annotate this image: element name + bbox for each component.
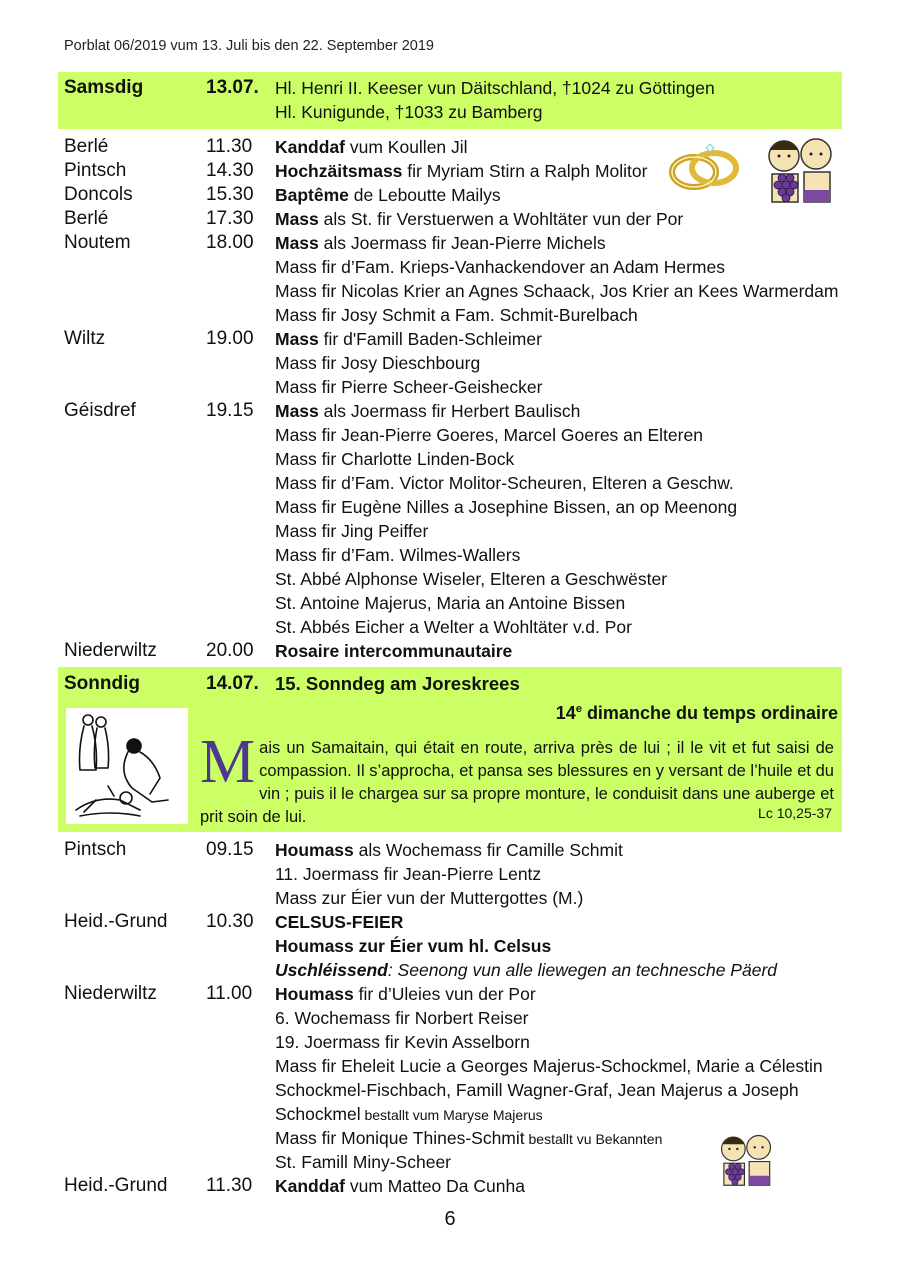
highlight-text: Kanddaf	[275, 137, 345, 157]
mass-description	[275, 1102, 543, 1127]
schedule-row	[64, 1054, 840, 1078]
mass-description	[275, 135, 468, 159]
description-text: vum Koullen Jil	[345, 137, 468, 157]
mass-description	[275, 934, 551, 958]
note-text: bestallt vu Bekannten	[524, 1131, 663, 1147]
description-text: Mass fir d’Fam. Krieps-Vanhackendover an Adam Hermes	[275, 257, 725, 277]
mass-description	[275, 471, 734, 495]
description-text: de Leboutte Mailys	[348, 185, 501, 205]
saturday-heading-2	[64, 100, 840, 124]
place-name: Pintsch	[64, 839, 127, 860]
day-name: Samsdig	[64, 77, 144, 98]
mass-description	[275, 862, 541, 886]
schedule-row	[64, 447, 840, 471]
schedule-row	[64, 327, 840, 351]
description-text: als Joermass fir Jean-Pierre Michels	[318, 233, 606, 253]
quote-drop-cap: M	[200, 728, 256, 796]
schedule-row	[64, 1078, 840, 1102]
mass-description	[275, 375, 542, 399]
day-name: Sonndig	[64, 673, 140, 694]
mass-description	[275, 958, 777, 982]
highlight-text: Mass	[275, 401, 319, 421]
description-text: Mass fir Monique Thines-Schmit	[275, 1128, 525, 1148]
highlight-text: Mass	[275, 233, 319, 253]
mass-description	[275, 567, 667, 591]
place-name: Berlé	[64, 136, 109, 157]
mass-description	[275, 495, 737, 519]
sunday-heading	[64, 672, 840, 696]
mass-description	[275, 519, 428, 543]
mass-time: 20.00	[206, 640, 254, 661]
description-text: Mass fir Eugène Nilles a Josephine Bissen, an op Meenong	[275, 497, 738, 517]
schedule-row	[64, 351, 840, 375]
highlight-text: Houmass zur Éier vum hl. Celsus	[275, 936, 552, 956]
description-text: 6. Wochemass fir Norbert Reiser	[275, 1008, 529, 1028]
highlight-text: Kanddaf	[275, 1176, 345, 1196]
schedule-row	[64, 982, 840, 1006]
mass-description	[275, 279, 838, 303]
highlight-text: Mass	[275, 209, 319, 229]
mass-time: 17.30	[206, 208, 254, 229]
mass-time: 14.30	[206, 160, 254, 181]
description-text: St. Abbés Eicher a Welter a Wohltäter v.d. Por	[275, 617, 632, 637]
mass-description	[275, 159, 647, 183]
quote-reference: Lc 10,25-37	[758, 805, 832, 821]
schedule-row	[64, 207, 840, 231]
schedule-row	[64, 375, 840, 399]
mass-description	[275, 327, 542, 351]
schedule-row	[64, 495, 840, 519]
place-name: Noutem	[64, 232, 131, 253]
mass-description	[275, 207, 683, 231]
description-text: als St. fir Verstuerwen a Wohltäter vun der Por	[318, 209, 684, 229]
place-name: Wiltz	[64, 328, 106, 349]
day-date: 14.07.	[206, 673, 259, 694]
place-name: Heid.-Grund	[64, 1175, 168, 1196]
mass-description	[275, 886, 583, 910]
mass-description	[275, 982, 536, 1006]
wedding-rings-illustration	[666, 142, 742, 198]
schedule-row	[64, 1030, 840, 1054]
schedule-row	[64, 519, 840, 543]
mass-time: 09.15	[206, 839, 254, 860]
schedule-row	[64, 231, 840, 255]
children-grapes-illustration	[762, 134, 838, 206]
schedule-row	[64, 886, 840, 910]
description-text: 11. Joermass fir Jean-Pierre Lentz	[275, 864, 542, 884]
saint-line: Hl. Henri II. Keeser vun Däitschland, †1024 zu Göttingen	[275, 78, 715, 98]
schedule-row	[64, 591, 840, 615]
mass-description	[275, 1006, 529, 1030]
highlight-text: Mass	[275, 329, 319, 349]
schedule-row	[64, 1006, 840, 1030]
subtitle-number: 14	[555, 703, 576, 723]
description-text: Mass fir Charlotte Linden-Bock	[275, 449, 515, 469]
place-name: Doncols	[64, 184, 133, 205]
children-grapes-illustration-small	[716, 1130, 776, 1190]
description-text: Schockmel	[275, 1104, 361, 1124]
mass-time: 19.00	[206, 328, 254, 349]
place-name: Niederwiltz	[64, 640, 157, 661]
schedule-row	[64, 958, 840, 982]
description-text: Mass fir d’Fam. Victor Molitor-Scheuren, Elteren a Geschw.	[275, 473, 734, 493]
highlight-text: Uschléissend	[275, 960, 388, 980]
mass-time: 11.30	[206, 136, 253, 157]
place-name: Berlé	[64, 208, 109, 229]
description-text: Mass fir Josy Dieschbourg	[275, 353, 481, 373]
mass-description	[275, 183, 501, 207]
place-name: Heid.-Grund	[64, 911, 168, 932]
mass-time: 19.15	[206, 400, 254, 421]
highlight-text: Hochzäitsmass	[275, 161, 403, 181]
mass-description	[275, 838, 623, 862]
schedule-row	[64, 543, 840, 567]
italic-text: : Seenong vun alle liewegen an technesche Päerd	[387, 960, 777, 980]
schedule-row	[64, 255, 840, 279]
mass-description	[275, 351, 480, 375]
description-text: Mass fir Josy Schmit a Fam. Schmit-Burelbach	[275, 305, 638, 325]
highlight-text: Baptême	[275, 185, 349, 205]
mass-description	[275, 615, 632, 639]
description-text: 19. Joermass fir Kevin Asselborn	[275, 1032, 530, 1052]
subtitle-text: dimanche du temps ordinaire	[581, 703, 838, 723]
mass-description	[275, 543, 520, 567]
sunday-subtitle	[556, 697, 838, 725]
mass-description	[275, 639, 512, 663]
note-text: bestallt vum Maryse Majerus	[360, 1107, 543, 1123]
saint-line: Hl. Kunigunde, †1033 zu Bamberg	[275, 102, 543, 122]
description-text: St. Abbé Alphonse Wiseler, Elteren a Geschwëster	[275, 569, 668, 589]
description-text: St. Antoine Majerus, Maria an Antoine Bissen	[275, 593, 626, 613]
mass-description	[275, 423, 703, 447]
description-text: Mass fir Nicolas Krier an Agnes Schaack, Jos Krier an Kees Warmerdam	[275, 281, 839, 301]
description-text: Mass fir d’Fam. Wilmes-Wallers	[275, 545, 521, 565]
highlight-text: Houmass	[275, 984, 354, 1004]
mass-description	[275, 1030, 530, 1054]
mass-description	[275, 1054, 823, 1078]
mass-description	[275, 1174, 525, 1198]
mass-description	[275, 910, 403, 934]
page-header: Porblat 06/2019 vum 13. Juli bis den 22. September 2019	[64, 38, 434, 54]
day-date: 13.07.	[206, 77, 259, 98]
description-text: fir d'Famill Baden-Schleimer	[318, 329, 542, 349]
mass-description	[275, 591, 625, 615]
schedule-row	[64, 423, 840, 447]
schedule-row	[64, 639, 840, 663]
description-text: St. Famill Miny-Scheer	[275, 1152, 452, 1172]
schedule-row	[64, 934, 840, 958]
description-text: vum Matteo Da Cunha	[345, 1176, 525, 1196]
mass-description	[275, 1078, 799, 1102]
mass-time: 15.30	[206, 184, 254, 205]
schedule-row	[64, 471, 840, 495]
schedule-row	[64, 615, 840, 639]
place-name: Niederwiltz	[64, 983, 157, 1004]
mass-time: 10.30	[206, 911, 254, 932]
schedule-row	[64, 910, 840, 934]
schedule-row	[64, 567, 840, 591]
description-text: Mass fir Eheleit Lucie a Georges Majerus-Schockmel, Marie a Célestin	[275, 1056, 823, 1076]
mass-description	[275, 255, 725, 279]
saturday-heading	[64, 76, 840, 100]
description-text: als Wochemass fir Camille Schmit	[353, 840, 623, 860]
mass-description	[275, 1126, 662, 1151]
subtitle-superscript: e	[575, 703, 582, 715]
mass-description	[275, 231, 606, 255]
description-text: fir d’Uleies vun der Por	[353, 984, 536, 1004]
place-name: Géisdref	[64, 400, 136, 421]
description-text: Schockmel-Fischbach, Famill Wagner-Graf, Jean Majerus a Joseph	[275, 1080, 799, 1100]
description-text: Mass zur Éier vun der Muttergottes (M.)	[275, 888, 584, 908]
page-number: 6	[444, 1208, 456, 1230]
mass-time: 11.00	[206, 983, 253, 1004]
schedule-row	[64, 279, 840, 303]
mass-time: 18.00	[206, 232, 254, 253]
description-text: Mass fir Jean-Pierre Goeres, Marcel Goeres an Elteren	[275, 425, 703, 445]
schedule-row	[64, 399, 840, 423]
place-name: Pintsch	[64, 160, 127, 181]
sunday-title: 15. Sonndeg am Joreskrees	[275, 673, 520, 694]
description-text: Mass fir Jing Peiffer	[275, 521, 429, 541]
quote-text: ais un Samaitain, qui était en route, arriva près de lui ; il le vit et fut saisi de compassion. Il s’approcha, et pansa ses blessures en y versant de l’huile et du vin ; puis il le chargea sur sa propre monture, le conduisit dans une auberge et prit soin de lui.	[200, 739, 834, 826]
highlight-text: CELSUS-FEIER	[275, 912, 404, 932]
mass-description	[275, 303, 638, 327]
schedule-row	[64, 838, 840, 862]
mass-description	[275, 447, 514, 471]
good-samaritan-illustration	[66, 708, 188, 824]
schedule-row	[64, 1102, 840, 1126]
description-text: als Joermass fir Herbert Baulisch	[318, 401, 581, 421]
mass-time: 11.30	[206, 1175, 253, 1196]
schedule-row	[64, 862, 840, 886]
highlight-text: Houmass	[275, 840, 354, 860]
good-samaritan-illustration-frame	[66, 708, 188, 824]
gospel-quote	[200, 728, 834, 829]
description-text: Mass fir Pierre Scheer-Geishecker	[275, 377, 543, 397]
mass-description	[275, 399, 580, 423]
highlight-text: Rosaire intercommunautaire	[275, 641, 513, 661]
mass-description	[275, 1150, 451, 1174]
description-text: fir Myriam Stirn a Ralph Molitor	[402, 161, 648, 181]
schedule-row	[64, 303, 840, 327]
